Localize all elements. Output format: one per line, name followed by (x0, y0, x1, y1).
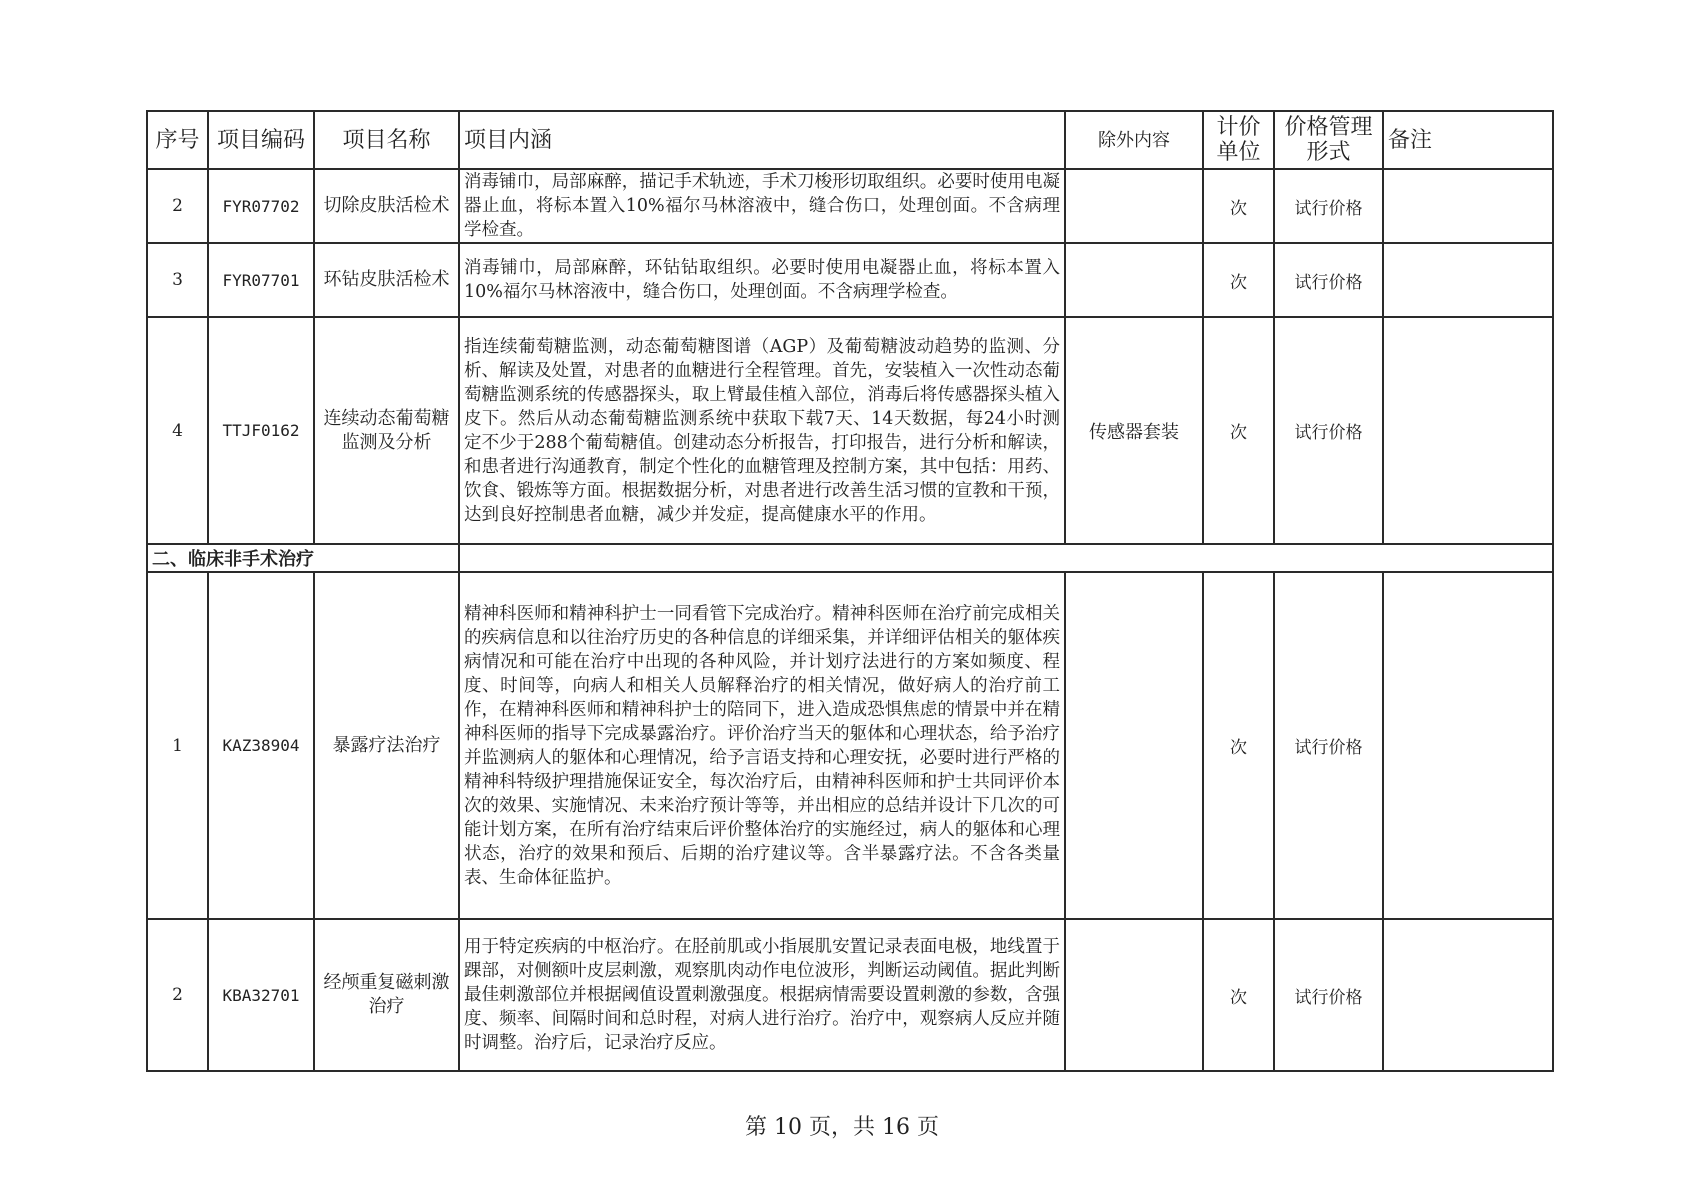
header-code: 项目编码 (208, 111, 314, 169)
row-excluded (1065, 572, 1203, 919)
row-code: FYR07701 (208, 243, 314, 317)
row-price-mode: 试行价格 (1274, 317, 1383, 544)
header-price-mode: 价格管理形式 (1274, 111, 1383, 169)
header-excluded: 除外内容 (1065, 111, 1203, 169)
row-content: 精神科医师和精神科护士一同看管下完成治疗。精神科医师在治疗前完成相关的疾病信息和以往治疗历史的各种信息的详细采集，并详细评估相关的躯体疾病情况和可能在治疗中出现的各种风险，并计划疗法进行的方案如频度、程度、时间等，向病人和相关人员解释治疗的相关情况，做好病人的治疗前工作，在精神科医师和精神科护士的陪同下，进入造成恐惧焦虑的情景中并在精神科医师的指导下完成暴露治疗。评价治疗当天的躯体和心理状态，给予治疗并监测病人的躯体和心理情况，给予言语支持和心理安抚，必要时进行严格的精神科特级护理措施保证安全，每次治疗后，由精神科医师和护士共同评价本次的效果、实施情况、未来治疗预计等等，并出相应的总结并设计下几次的可能计划方案，在所有治疗结束后评价整体治疗的实施经过，病人的躯体和心理状态，治疗的效果和预后、后期的治疗建议等。含半暴露疗法。不含各类量表、生命体征监护。 (459, 572, 1065, 919)
row-remarks (1383, 317, 1553, 544)
header-name: 项目名称 (314, 111, 459, 169)
row-price-mode: 试行价格 (1274, 243, 1383, 317)
row-excluded (1065, 243, 1203, 317)
row-content: 指连续葡萄糖监测，动态葡萄糖图谱（AGP）及葡萄糖波动趋势的监测、分析、解读及处置，对患者的血糖进行全程管理。首先，安装植入一次性动态葡萄糖监测系统的传感器探头，取上臂最佳植入部位，消毒后将传感器探头植入皮下。然后从动态葡萄糖监测系统中获取下载7天、14天数据，每24小时测定不少于288个葡萄糖值。创建动态分析报告，打印报告，进行分析和解读，和患者进行沟通教育，制定个性化的血糖管理及控制方案，其中包括：用药、饮食、锻炼等方面。根据数据分析，对患者进行改善生活习惯的宣教和干预，达到良好控制患者血糖，减少并发症，提高健康水平的作用。 (459, 317, 1065, 544)
header-seq: 序号 (147, 111, 208, 169)
section-title: 二、临床非手术治疗 (147, 544, 459, 572)
row-name: 暴露疗法治疗 (314, 572, 459, 919)
row-name: 环钻皮肤活检术 (314, 243, 459, 317)
table-row (147, 243, 1553, 317)
section-row (147, 544, 1553, 572)
row-seq: 4 (147, 317, 208, 544)
row-name: 切除皮肤活检术 (314, 169, 459, 243)
row-code: KBA32701 (208, 919, 314, 1071)
row-code: FYR07702 (208, 169, 314, 243)
row-remarks (1383, 169, 1553, 243)
table-row (147, 572, 1553, 919)
row-code: KAZ38904 (208, 572, 314, 919)
row-content: 消毒铺巾，局部麻醉，环钻钻取组织。必要时使用电凝器止血，将标本置入10%福尔马林溶液中，缝合伤口，处理创面。不含病理学检查。 (459, 243, 1065, 317)
row-price-mode: 试行价格 (1274, 572, 1383, 919)
section-spacer (459, 544, 1553, 572)
row-price-mode: 试行价格 (1274, 919, 1383, 1071)
row-unit: 次 (1203, 919, 1274, 1071)
row-seq: 2 (147, 169, 208, 243)
header-remarks: 备注 (1383, 111, 1553, 169)
row-remarks (1383, 243, 1553, 317)
row-seq: 3 (147, 243, 208, 317)
page-footer: 第 10 页，共 16 页 (745, 1115, 939, 1140)
row-content: 用于特定疾病的中枢治疗。在胫前肌或小指展肌安置记录表面电极，地线置于踝部，对侧额叶皮层刺激，观察肌肉动作电位波形，判断运动阈值。据此判断最佳刺激部位并根据阈值设置刺激强度。根据病情需要设置刺激的参数，含强度、频率、间隔时间和总时程，对病人进行治疗。治疗中，观察病人反应并随时调整。治疗后，记录治疗反应。 (459, 919, 1065, 1071)
price-table (146, 110, 1554, 1072)
header-unit: 计价单位 (1203, 111, 1274, 169)
row-unit: 次 (1203, 169, 1274, 243)
row-unit: 次 (1203, 243, 1274, 317)
row-excluded (1065, 169, 1203, 243)
table-row (147, 317, 1553, 544)
table-row (147, 169, 1553, 243)
row-excluded: 传感器套装 (1065, 317, 1203, 544)
row-unit: 次 (1203, 317, 1274, 544)
row-remarks (1383, 572, 1553, 919)
row-name: 连续动态葡萄糖监测及分析 (314, 317, 459, 544)
row-excluded (1065, 919, 1203, 1071)
row-code: TTJF0162 (208, 317, 314, 544)
row-price-mode: 试行价格 (1274, 169, 1383, 243)
row-unit: 次 (1203, 572, 1274, 919)
row-name: 经颅重复磁刺激治疗 (314, 919, 459, 1071)
row-remarks (1383, 919, 1553, 1071)
table-row (147, 919, 1553, 1071)
header-row (147, 111, 1553, 169)
header-content: 项目内涵 (459, 111, 1065, 169)
row-seq: 2 (147, 919, 208, 1071)
row-content: 消毒铺巾，局部麻醉，描记手术轨迹，手术刀梭形切取组织。必要时使用电凝器止血，将标本置入10%福尔马林溶液中，缝合伤口，处理创面。不含病理学检查。 (459, 169, 1065, 243)
row-seq: 1 (147, 572, 208, 919)
